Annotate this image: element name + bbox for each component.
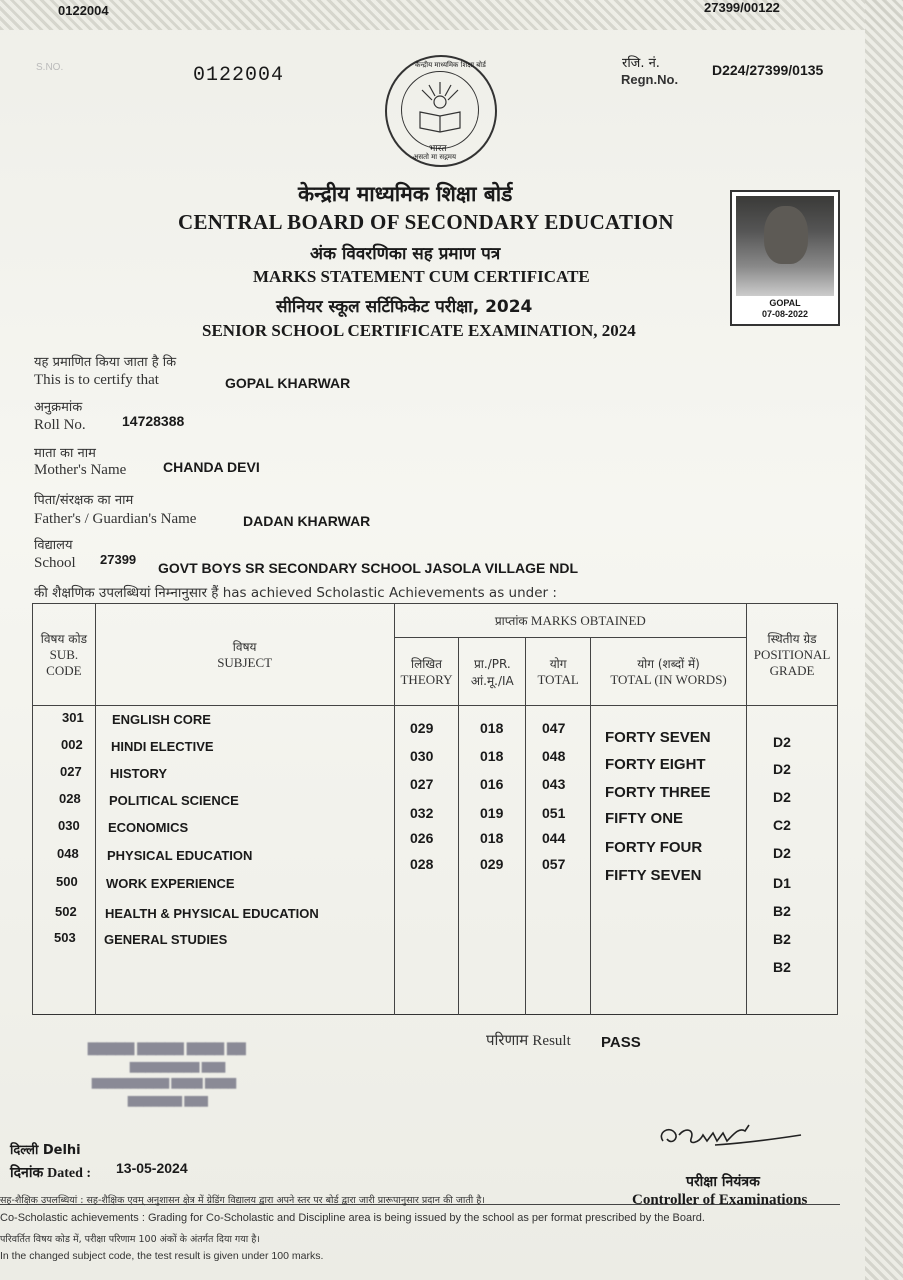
header-theory-hi: लिखित: [410, 657, 442, 671]
mother-label-en: Mother's Name: [34, 462, 127, 478]
theory-marks: 027: [410, 776, 434, 792]
cbse-logo: [385, 55, 497, 167]
dated-label: [10, 1163, 91, 1182]
positional-grade: B2: [773, 959, 791, 975]
dated-label-en: Dated :: [47, 1166, 92, 1181]
logo-motto: असतो मा सद्गमय: [413, 153, 457, 161]
practical-marks: 018: [480, 720, 504, 736]
footnote-line1-hi: सह-शैक्षिक उपलब्धियां : सह-शैक्षिक एवम् अनुशासन क्षेत्र में ग्रेडिंग विद्यालय द्वारा अपने स्तर पर बोर्ड द्वारा जारी प्रारूपानुसार प्रदान की जाती है।: [0, 1195, 485, 1206]
mother-name: CHANDA DEVI: [163, 459, 260, 475]
result-value: PASS: [601, 1034, 641, 1051]
positional-grade: D2: [773, 734, 791, 750]
practical-marks: 018: [480, 748, 504, 764]
subject-name: HISTORY: [110, 766, 168, 781]
school-name: GOVT BOYS SR SECONDARY SCHOOL JASOLA VILLAGE NDL: [158, 560, 579, 576]
subject-code: 502: [55, 904, 77, 919]
header-sub-code: [33, 604, 96, 706]
father-label-en: Father's / Guardian's Name: [34, 511, 197, 527]
document-title-hindi: अंक विवरणिका सह प्रमाण पत्र: [310, 244, 501, 264]
header-subject-hi: विषय: [232, 640, 257, 654]
theory-marks: 032: [410, 805, 434, 821]
header-subject-en: SUBJECT: [217, 655, 273, 670]
total-in-words: FORTY SEVEN: [605, 729, 711, 746]
header-grade-en2: GRADE: [769, 663, 815, 678]
subject-code: 500: [56, 874, 78, 889]
document-title-english: MARKS STATEMENT CUM CERTIFICATE: [253, 267, 590, 286]
header-code-en2: CODE: [46, 663, 82, 678]
school-stamp-line4: ▇▇▇▇▇▇▇ ▇▇▇: [128, 1096, 208, 1107]
header-code-en1: SUB.: [49, 647, 79, 662]
school-label-en: School: [34, 555, 76, 571]
header-total-words: [591, 638, 747, 706]
practical-marks: 016: [480, 776, 504, 792]
practical-marks: 029: [480, 856, 504, 872]
header-grade: [747, 604, 838, 706]
certify-label-hi: यह प्रमाणित किया जाता है कि: [34, 355, 177, 370]
subject-code: 002: [61, 737, 83, 752]
photo-face: [764, 206, 808, 264]
col-grade: [747, 706, 838, 1015]
total-marks: 057: [542, 856, 566, 872]
board-name-hindi: केन्द्रीय माध्यमिक शिक्षा बोर्ड: [298, 182, 513, 206]
school-label-hi: विद्यालय: [34, 538, 73, 553]
faded-serial-label: S.NO.: [36, 62, 64, 73]
subject-name: POLITICAL SCIENCE: [109, 793, 239, 808]
positional-grade: D2: [773, 761, 791, 777]
father-label-hi: पिता/संरक्षक का नाम: [34, 493, 134, 508]
subject-name: ECONOMICS: [108, 820, 189, 835]
top-right-number: 27399/00122: [704, 0, 780, 15]
photo-image: [736, 196, 834, 296]
header-prac-2: आं.मू./IA: [470, 673, 514, 688]
serial-number: 0122004: [193, 64, 285, 87]
footnote-line2-en: In the changed subject code, the test result is given under 100 marks.: [0, 1250, 324, 1262]
roll-label-hi: अनुक्रमांक: [34, 400, 83, 415]
header-grade-en1: POSITIONAL: [753, 647, 831, 662]
controller-label-hi: परीक्षा नियंत्रक: [686, 1174, 760, 1190]
footnote-line2-hi: परिवर्तित विषय कोड में, परीक्षा परिणाम 100 अंकों के अंतर्गत दिया गया है।: [0, 1234, 260, 1245]
header-marks-obtained: [394, 604, 747, 638]
logo-inner-ring: [401, 71, 479, 149]
positional-grade: D2: [773, 789, 791, 805]
subject-code: 028: [59, 791, 81, 806]
logo-bharat: भारत: [429, 144, 447, 154]
school-stamp-line2: ▇▇▇▇▇▇▇▇▇ ▇▇▇: [130, 1062, 226, 1073]
header-marks-hi: प्राप्तांक: [494, 614, 528, 628]
subject-name: HEALTH & PHYSICAL EDUCATION: [105, 906, 319, 921]
theory-marks: 030: [410, 748, 434, 764]
header-total: [526, 638, 591, 706]
practical-marks: 018: [480, 830, 504, 846]
mother-label-hi: माता का नाम: [34, 446, 96, 461]
certify-label-en: This is to certify that: [34, 372, 159, 388]
positional-grade: B2: [773, 903, 791, 919]
total-in-words: FIFTY SEVEN: [605, 867, 702, 884]
photo-name: GOPAL: [769, 298, 801, 308]
marks-table: [32, 603, 838, 1015]
dated-label-hi: दिनांक: [10, 1165, 44, 1181]
theory-marks: 029: [410, 720, 434, 736]
father-name: DADAN KHARWAR: [243, 513, 371, 529]
header-prac-1: प्रा./PR.: [473, 656, 511, 671]
theory-marks: 028: [410, 856, 434, 872]
subject-name: GENERAL STUDIES: [104, 932, 228, 947]
total-in-words: FORTY EIGHT: [605, 756, 706, 773]
positional-grade: D2: [773, 845, 791, 861]
header-theory-en: THEORY: [400, 672, 453, 687]
header-practical: [459, 638, 526, 706]
subject-code: 301: [62, 710, 84, 725]
total-in-words: FORTY THREE: [605, 784, 711, 801]
positional-grade: B2: [773, 931, 791, 947]
lamp-book-icon: [402, 72, 478, 148]
controller-label-en: Controller of Examinations: [632, 1192, 808, 1208]
subject-code: 503: [54, 930, 76, 945]
subject-name: ENGLISH CORE: [112, 712, 211, 727]
total-in-words: FIFTY ONE: [605, 810, 684, 827]
regn-label-hi: रजि. नं.: [622, 56, 660, 71]
exam-title-english: SENIOR SCHOOL CERTIFICATE EXAMINATION, 2024: [202, 321, 636, 340]
roll-label-en: Roll No.: [34, 417, 86, 433]
school-stamp-line3: ▇▇▇▇▇▇▇▇▇▇ ▇▇▇▇ ▇▇▇▇: [92, 1078, 236, 1089]
total-marks: 047: [542, 720, 566, 736]
photo-date: 07-08-2022: [761, 309, 809, 319]
school-code: 27399: [100, 552, 137, 567]
col-words: [591, 706, 747, 1015]
positional-grade: D1: [773, 875, 791, 891]
right-security-pattern: [865, 0, 903, 1280]
subject-code: 048: [57, 846, 79, 861]
subject-name: PHYSICAL EDUCATION: [107, 848, 253, 863]
total-marks: 044: [542, 830, 566, 846]
regn-label-en: Regn.No.: [621, 72, 679, 87]
board-name-english: CENTRAL BOARD OF SECONDARY EDUCATION: [178, 210, 674, 234]
subject-name: WORK EXPERIENCE: [106, 876, 235, 891]
result-label-en: Result: [532, 1033, 571, 1049]
header-code-hi: विषय कोड: [40, 632, 87, 646]
practical-marks: 019: [480, 805, 504, 821]
header-total-hi: योग: [549, 657, 567, 671]
result-label: [486, 1030, 571, 1050]
candidate-photo: [730, 190, 840, 326]
controller-signature: [655, 1115, 805, 1155]
subject-name: HINDI ELECTIVE: [111, 739, 214, 754]
header-words-hi: योग (शब्दों में): [637, 657, 700, 671]
top-left-number: 0122004: [58, 3, 109, 18]
total-in-words: FORTY FOUR: [605, 839, 703, 856]
logo-arc-text: केन्द्रीय माध्यमिक शिक्षा बोर्ड: [415, 61, 486, 69]
header-subject: [95, 604, 394, 706]
footnote-line1-en: Co-Scholastic achievements : Grading for Co-Scholastic and Discipline area is being issued by the school as per format prescribed by the Board.: [0, 1212, 705, 1224]
regn-number: D224/27399/0135: [712, 62, 824, 78]
candidate-name: GOPAL KHARWAR: [225, 375, 351, 391]
header-total-en: TOTAL: [537, 672, 579, 687]
achievement-line: की शैक्षणिक उपलब्धियां निम्नानुसार हैं has achieved Scholastic Achievements as under :: [34, 585, 557, 601]
total-marks: 043: [542, 776, 566, 792]
header-grade-hi: स्थितीय ग्रेड: [767, 632, 817, 646]
place: दिल्ली Delhi: [10, 1143, 81, 1158]
exam-title-hindi: सीनियर स्कूल सर्टिफिकेट परीक्षा, 2024: [276, 297, 533, 317]
subject-code: 030: [58, 818, 80, 833]
header-words-en: TOTAL (IN WORDS): [610, 672, 727, 687]
total-marks: 048: [542, 748, 566, 764]
header-theory: [394, 638, 459, 706]
school-stamp: ▇▇▇▇▇ ▇▇▇▇▇ ▇▇▇▇ ▇▇: [88, 1041, 246, 1055]
total-marks: 051: [542, 805, 566, 821]
subject-code: 027: [60, 764, 82, 779]
dated-value: 13-05-2024: [116, 1160, 188, 1176]
header-marks-en: MARKS OBTAINED: [530, 613, 646, 628]
theory-marks: 026: [410, 830, 434, 846]
result-label-hi: परिणाम: [486, 1031, 529, 1049]
roll-number: 14728388: [122, 413, 185, 429]
positional-grade: C2: [773, 817, 791, 833]
